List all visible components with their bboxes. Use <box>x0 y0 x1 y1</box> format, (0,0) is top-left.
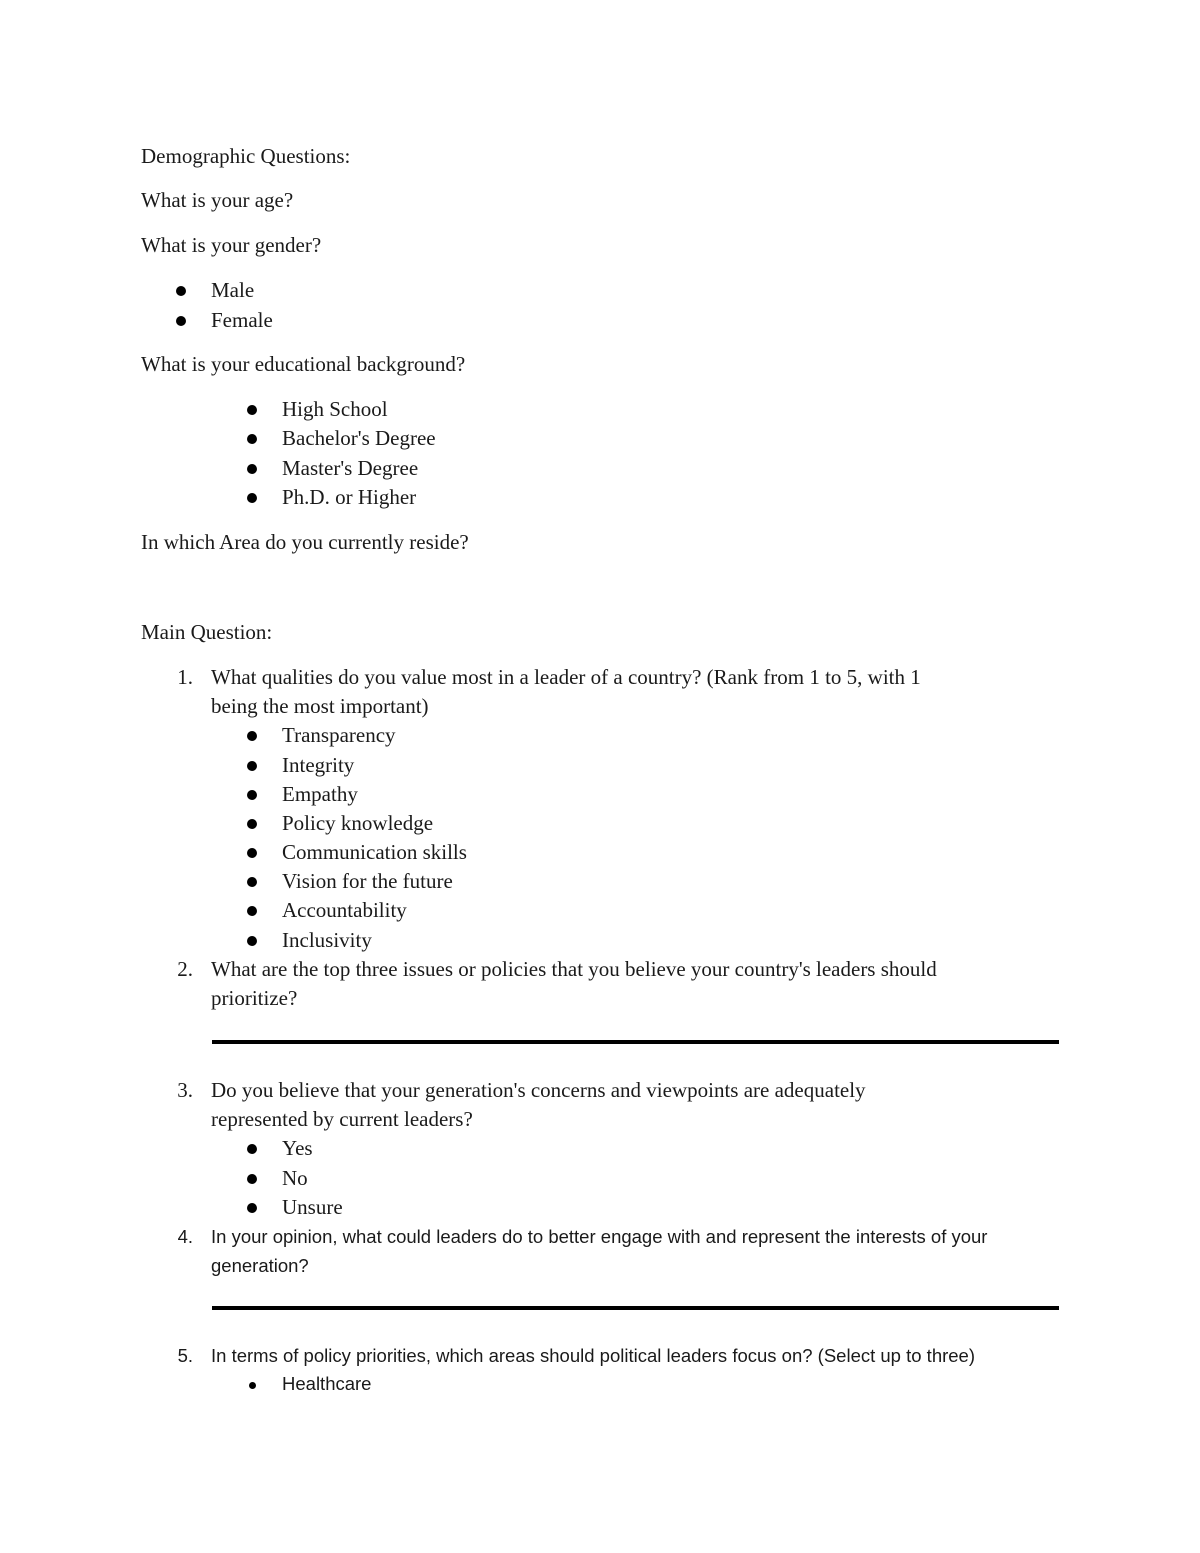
question-3-text-cont: represented by current leaders? <box>211 1107 473 1131</box>
bullet-icon <box>247 1174 257 1184</box>
bullet-icon <box>176 286 186 296</box>
question-4-text: In your opinion, what could leaders do to better engage with and represent the interests of your <box>211 1226 988 1247</box>
education-option-phd: Ph.D. or Higher <box>282 485 417 509</box>
bullet-icon <box>247 761 257 771</box>
bullet-icon <box>247 405 257 415</box>
education-option-masters: Master's Degree <box>282 456 419 480</box>
answer-option-unsure: Unsure <box>282 1195 343 1219</box>
area-question: In which Area do you currently reside? <box>141 530 469 554</box>
policy-option-healthcare: Healthcare <box>282 1373 372 1394</box>
question-number-3: 3. <box>177 1078 193 1102</box>
bullet-icon <box>247 906 257 916</box>
gender-question: What is your gender? <box>141 233 322 257</box>
gender-option-female: Female <box>211 308 273 332</box>
quality-option: Transparency <box>282 723 396 747</box>
question-4-text-cont: generation? <box>211 1255 309 1276</box>
main-heading: Main Question: <box>141 620 273 644</box>
bullet-icon <box>247 493 257 503</box>
question-3-text: Do you believe that your generation's concerns and viewpoints are adequately <box>211 1078 866 1102</box>
question-2-text-cont: prioritize? <box>211 986 298 1010</box>
education-question: What is your educational background? <box>141 352 466 376</box>
question-number-2: 2. <box>177 957 193 981</box>
answer-option-yes: Yes <box>282 1136 313 1160</box>
bullet-icon <box>247 731 257 741</box>
gender-option-male: Male <box>211 278 255 302</box>
question-number-5: 5. <box>177 1345 193 1366</box>
bullet-icon <box>247 464 257 474</box>
quality-option: Empathy <box>282 782 358 806</box>
quality-option: Communication skills <box>282 840 467 864</box>
bullet-icon <box>247 790 257 800</box>
quality-option: Inclusivity <box>282 928 372 952</box>
answer-option-no: No <box>282 1166 308 1190</box>
answer-line[interactable] <box>212 1040 1059 1044</box>
quality-option: Vision for the future <box>282 869 453 893</box>
demographic-heading: Demographic Questions: <box>141 144 351 168</box>
bullet-icon <box>176 316 186 326</box>
quality-option: Accountability <box>282 898 407 922</box>
education-option-bachelors: Bachelor's Degree <box>282 426 436 450</box>
bullet-icon <box>247 1203 257 1213</box>
answer-line[interactable] <box>212 1306 1059 1310</box>
question-5-text: In terms of policy priorities, which areas should political leaders focus on? (Select up to three) <box>211 1345 976 1366</box>
quality-option: Policy knowledge <box>282 811 434 835</box>
question-number-1: 1. <box>177 665 193 689</box>
question-number-4: 4. <box>177 1226 193 1247</box>
education-option-high-school: High School <box>282 397 388 421</box>
bullet-icon <box>247 1144 257 1154</box>
age-question: What is your age? <box>141 188 294 212</box>
quality-option: Integrity <box>282 753 355 777</box>
question-1-text: What qualities do you value most in a leader of a country? (Rank from 1 to 5, with 1 <box>211 665 921 689</box>
question-2-text: What are the top three issues or policies that you believe your country's leaders should <box>211 957 937 981</box>
bullet-icon <box>247 877 257 887</box>
bullet-icon <box>247 848 257 858</box>
bullet-icon <box>249 1382 256 1389</box>
bullet-icon <box>247 936 257 946</box>
bullet-icon <box>247 434 257 444</box>
bullet-icon <box>247 819 257 829</box>
question-1-text-cont: being the most important) <box>211 694 429 718</box>
